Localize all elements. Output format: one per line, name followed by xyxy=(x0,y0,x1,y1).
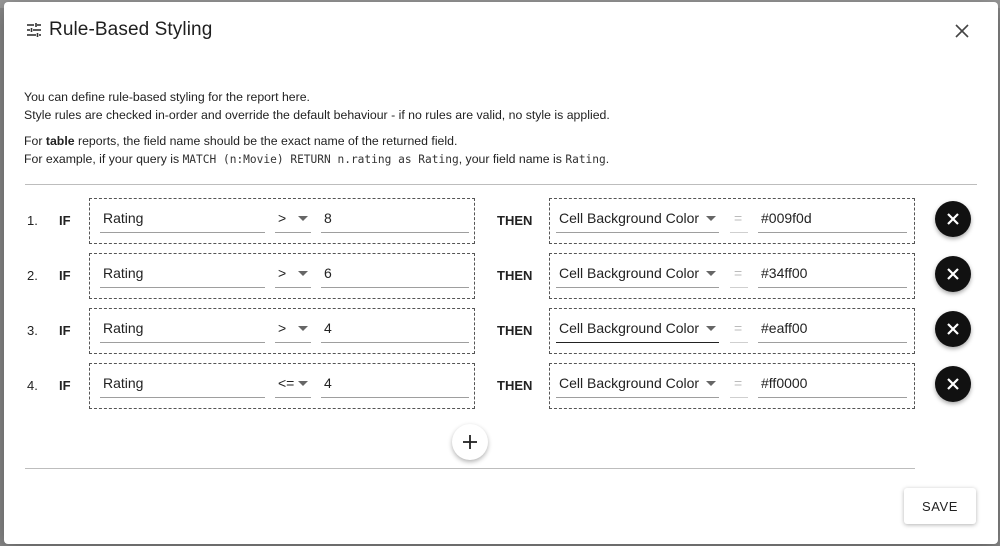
condition-box xyxy=(89,308,475,354)
style-box xyxy=(549,363,915,409)
value-input[interactable]: 4 xyxy=(321,317,469,343)
close-icon xyxy=(944,320,962,338)
color-value-input[interactable]: #009f0d xyxy=(758,207,907,233)
operator-select[interactable] xyxy=(275,207,311,233)
rule-row-4 xyxy=(4,363,998,413)
intro-line-2: Style rules are checked in-order and override the default behaviour - if no rules are valid, no style is applied. xyxy=(24,107,610,122)
color-value-input[interactable]: #eaff00 xyxy=(758,317,907,343)
intro-line-4-middle: , your field name is xyxy=(458,151,566,166)
then-label: THEN xyxy=(497,268,533,283)
equals-sign: = xyxy=(730,262,748,288)
rule-row-1 xyxy=(4,198,998,248)
intro-line-4-suffix: . xyxy=(605,151,610,166)
divider-top xyxy=(25,184,977,185)
close-icon xyxy=(944,265,962,283)
chevron-down-icon xyxy=(298,216,308,221)
close-icon xyxy=(944,210,962,228)
operator-value: > xyxy=(278,320,287,336)
field-name-input[interactable]: Rating xyxy=(100,317,265,343)
operator-select[interactable] xyxy=(275,317,311,343)
rule-number: 2. xyxy=(27,268,38,283)
if-label: IF xyxy=(59,268,71,283)
value-input[interactable]: 8 xyxy=(321,207,469,233)
field-name-input[interactable]: Rating xyxy=(100,262,265,288)
chevron-down-icon xyxy=(706,271,716,276)
if-label: IF xyxy=(59,323,71,338)
chevron-down-icon xyxy=(298,381,308,386)
chevron-down-icon xyxy=(298,326,308,331)
intro-line-3-suffix: reports, the field name should be the exact name of the returned field. xyxy=(74,134,458,148)
intro-line-4 xyxy=(24,151,964,169)
field-name-input[interactable]: Rating xyxy=(100,207,265,233)
style-property-select[interactable] xyxy=(556,317,719,343)
condition-box xyxy=(89,253,475,299)
remove-rule-button[interactable] xyxy=(935,311,971,347)
rule-number: 1. xyxy=(27,213,38,228)
style-property-value: Cell Background Color xyxy=(559,375,700,391)
style-property-value: Cell Background Color xyxy=(559,265,700,281)
intro-line-1: You can define rule-based styling for the report here. xyxy=(24,90,310,104)
intro-code-query: MATCH (n:Movie) RETURN n.rating as Rating xyxy=(182,152,459,166)
if-label: IF xyxy=(59,213,71,228)
intro-text xyxy=(24,89,964,168)
style-box xyxy=(549,198,915,244)
remove-rule-button[interactable] xyxy=(935,201,971,237)
equals-sign: = xyxy=(730,207,748,233)
add-rule-button[interactable] xyxy=(452,424,488,460)
value-input[interactable]: 4 xyxy=(321,372,469,398)
then-label: THEN xyxy=(497,323,533,338)
equals-sign: = xyxy=(730,372,748,398)
intro-line-3-bold: table xyxy=(45,134,75,148)
intro-line-3-prefix: For xyxy=(24,134,46,148)
style-box xyxy=(549,253,915,299)
intro-line-4-prefix: For example, if your query is xyxy=(24,151,183,166)
rule-row-2 xyxy=(4,253,998,303)
rule-number: 4. xyxy=(27,378,38,393)
plus-icon xyxy=(462,434,478,450)
if-label: IF xyxy=(59,378,71,393)
equals-sign: = xyxy=(730,317,748,343)
operator-select[interactable] xyxy=(275,262,311,288)
dialog-header xyxy=(4,2,998,60)
then-label: THEN xyxy=(497,213,533,228)
chevron-down-icon xyxy=(706,326,716,331)
intro-line-3 xyxy=(24,133,964,151)
condition-box xyxy=(89,198,475,244)
close-icon[interactable] xyxy=(950,19,974,43)
color-value-input[interactable]: #ff0000 xyxy=(758,372,907,398)
operator-value: <= xyxy=(278,375,295,391)
style-property-value: Cell Background Color xyxy=(559,210,700,226)
remove-rule-button[interactable] xyxy=(935,366,971,402)
style-box xyxy=(549,308,915,354)
close-icon xyxy=(944,375,962,393)
operator-value: > xyxy=(278,265,287,281)
operator-select[interactable] xyxy=(275,372,311,398)
chevron-down-icon xyxy=(706,216,716,221)
chevron-down-icon xyxy=(706,381,716,386)
condition-box xyxy=(89,363,475,409)
value-input[interactable]: 6 xyxy=(321,262,469,288)
style-property-select[interactable] xyxy=(556,372,719,398)
divider-bottom xyxy=(25,468,915,469)
intro-code-field: Rating xyxy=(565,152,606,166)
style-property-value: Cell Background Color xyxy=(559,320,700,336)
then-label: THEN xyxy=(497,378,533,393)
style-property-select[interactable] xyxy=(556,207,719,233)
style-property-select[interactable] xyxy=(556,262,719,288)
field-name-input[interactable]: Rating xyxy=(100,372,265,398)
remove-rule-button[interactable] xyxy=(935,256,971,292)
rule-based-styling-dialog xyxy=(4,2,998,544)
color-value-input[interactable]: #34ff00 xyxy=(758,262,907,288)
rule-row-3 xyxy=(4,308,998,358)
chevron-down-icon xyxy=(298,271,308,276)
tune-sliders-icon xyxy=(25,21,43,39)
dialog-title: Rule-Based Styling xyxy=(49,19,213,40)
operator-value: > xyxy=(278,210,287,226)
save-button[interactable]: SAVE xyxy=(904,488,976,524)
rule-number: 3. xyxy=(27,323,38,338)
